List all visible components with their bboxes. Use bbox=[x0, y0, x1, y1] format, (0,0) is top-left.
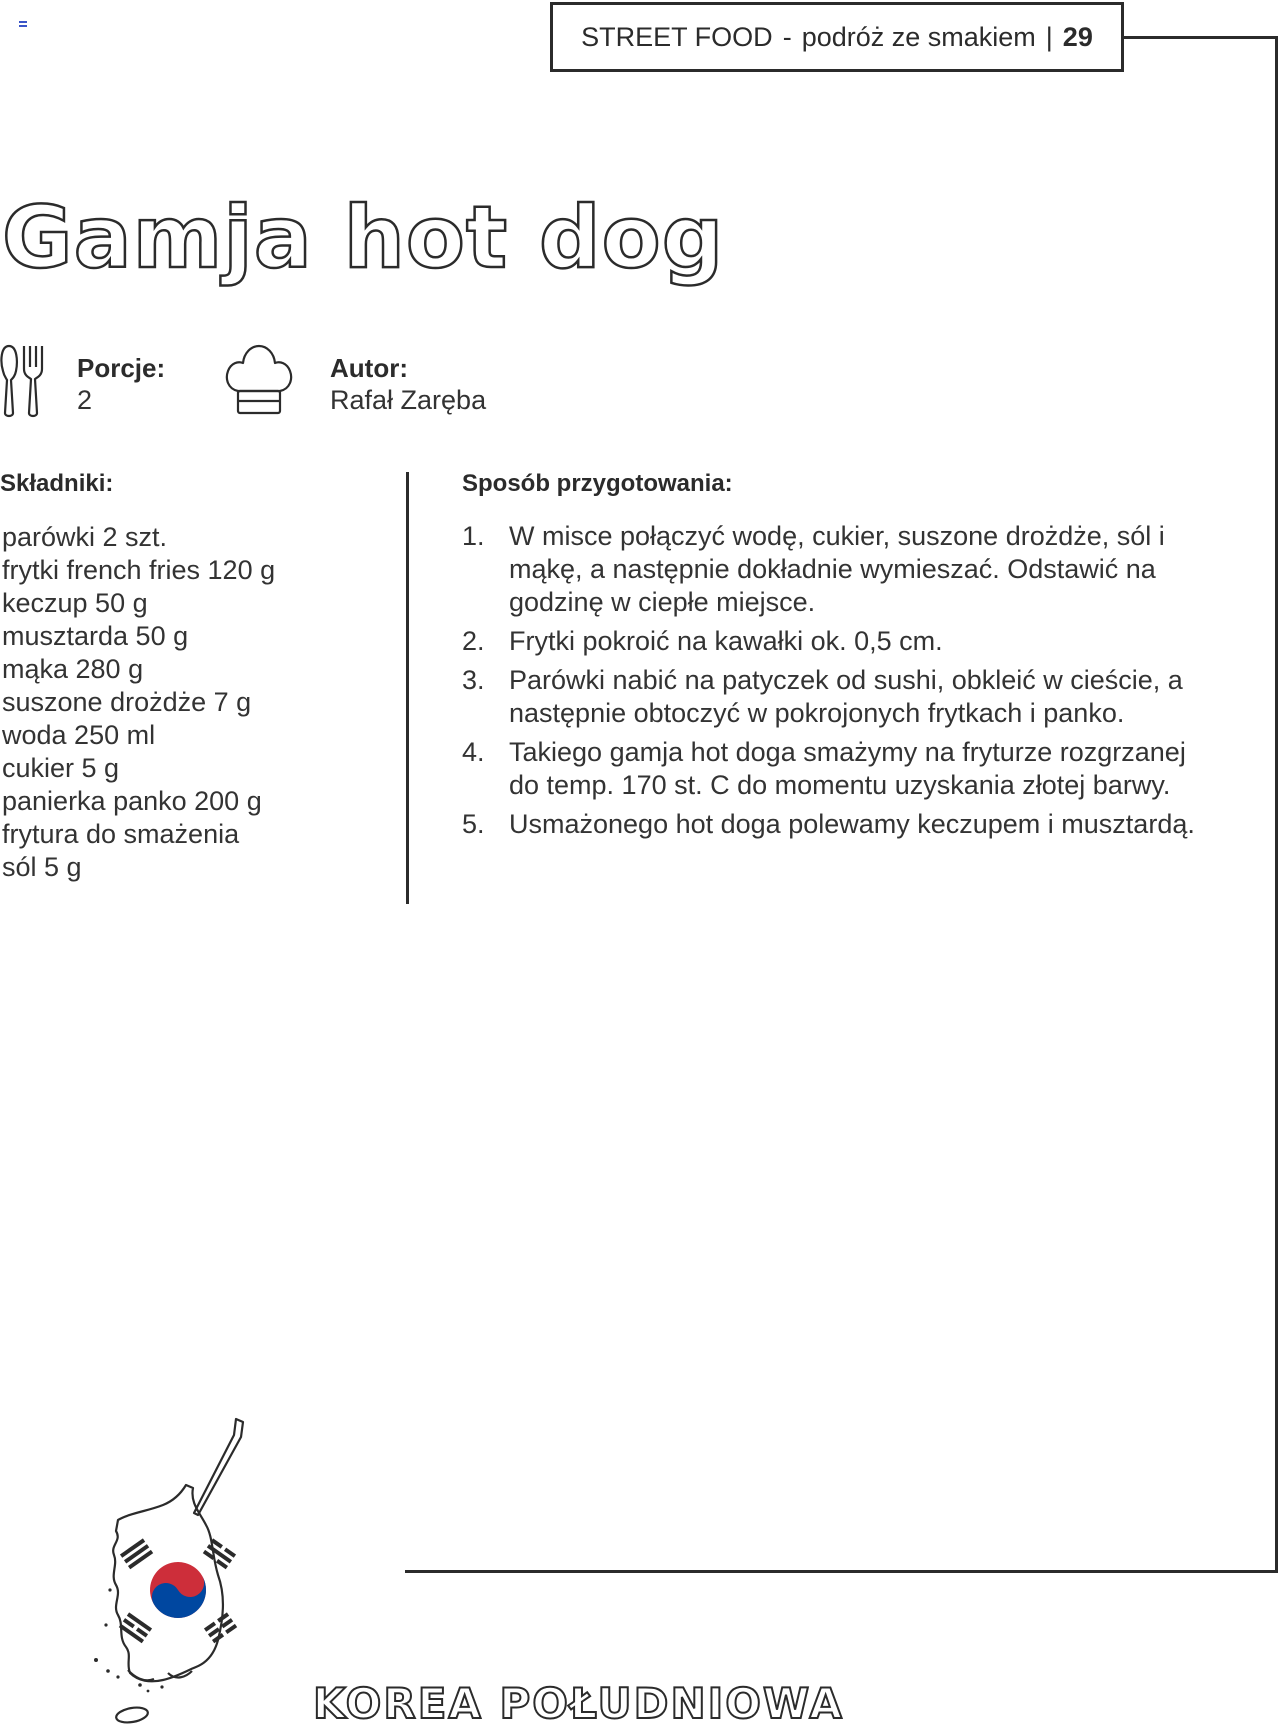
ingredient-item: musztarda 50 g bbox=[2, 621, 189, 651]
step-number: 3. bbox=[462, 665, 485, 695]
author-value: Rafał Zaręba bbox=[330, 385, 487, 415]
page-header bbox=[550, 2, 1124, 72]
ingredient-item: keczup 50 g bbox=[2, 588, 148, 618]
country-name: KOREA POŁUDNIOWA bbox=[313, 1679, 844, 1728]
step-number: 1. bbox=[462, 521, 485, 551]
header-divider: | bbox=[1045, 21, 1053, 52]
recipe-title: Gamja hot dog bbox=[2, 188, 725, 288]
method-step bbox=[462, 520, 1222, 619]
header-title: STREET FOOD bbox=[581, 21, 773, 52]
ingredient-item: parówki 2 szt. bbox=[2, 522, 168, 552]
frame-line-right bbox=[1275, 36, 1278, 1573]
page-number: 29 bbox=[1062, 21, 1093, 52]
step-text: Takiego gamja hot doga smażymy na fryturze rozgrzanej do temp. 170 st. C do momentu uzyskania złotej barwy. bbox=[509, 737, 1186, 800]
menu-icon[interactable] bbox=[19, 21, 27, 29]
step-text: Usmażonego hot doga polewamy keczupem i musztardą. bbox=[509, 809, 1195, 839]
chef-hat-icon bbox=[225, 343, 293, 417]
servings-value: 2 bbox=[77, 385, 93, 415]
ingredient-item: frytki french fries 120 g bbox=[2, 555, 276, 585]
step-number: 2. bbox=[462, 626, 485, 656]
ingredients-heading: Składniki: bbox=[0, 470, 114, 497]
method-step bbox=[462, 664, 1222, 730]
servings-label: Porcje: bbox=[77, 353, 166, 383]
ingredients-list bbox=[2, 521, 275, 884]
korea-map-icon bbox=[88, 1415, 258, 1730]
frame-line-bottom bbox=[405, 1570, 1278, 1573]
step-number: 4. bbox=[462, 737, 485, 767]
ingredient-item: panierka panko 200 g bbox=[2, 786, 262, 816]
cutlery-icon bbox=[0, 343, 44, 419]
method-heading: Sposób przygotowania: bbox=[462, 470, 733, 497]
step-text: Parówki nabić na patyczek od sushi, obkleić w cieście, a następnie obtoczyć w pokrojonych frytkach i panko. bbox=[509, 665, 1183, 728]
ingredient-item: cukier 5 g bbox=[2, 753, 120, 783]
ingredient-item: sól 5 g bbox=[2, 852, 82, 882]
ingredient-item: frytura do smażenia bbox=[2, 819, 240, 849]
header-dash: - bbox=[782, 21, 792, 52]
step-text: Frytki pokroić na kawałki ok. 0,5 cm. bbox=[509, 626, 943, 656]
step-text: W misce połączyć wodę, cukier, suszone drożdże, sól i mąkę, a następnie dokładnie wymieszać. Odstawić na godzinę w ciepłe miejsce. bbox=[509, 521, 1165, 617]
method-step bbox=[462, 736, 1222, 802]
header-subtitle: podróż ze smakiem bbox=[801, 21, 1036, 52]
method-steps bbox=[462, 520, 1222, 847]
method-step bbox=[462, 808, 1222, 841]
frame-line-top bbox=[1124, 36, 1278, 39]
method-step bbox=[462, 625, 1222, 658]
column-divider bbox=[406, 472, 409, 904]
author-label: Autor: bbox=[330, 353, 408, 383]
ingredient-item: woda 250 ml bbox=[2, 720, 156, 750]
ingredient-item: mąka 280 g bbox=[2, 654, 144, 684]
step-number: 5. bbox=[462, 809, 485, 839]
ingredient-item: suszone drożdże 7 g bbox=[2, 687, 252, 717]
